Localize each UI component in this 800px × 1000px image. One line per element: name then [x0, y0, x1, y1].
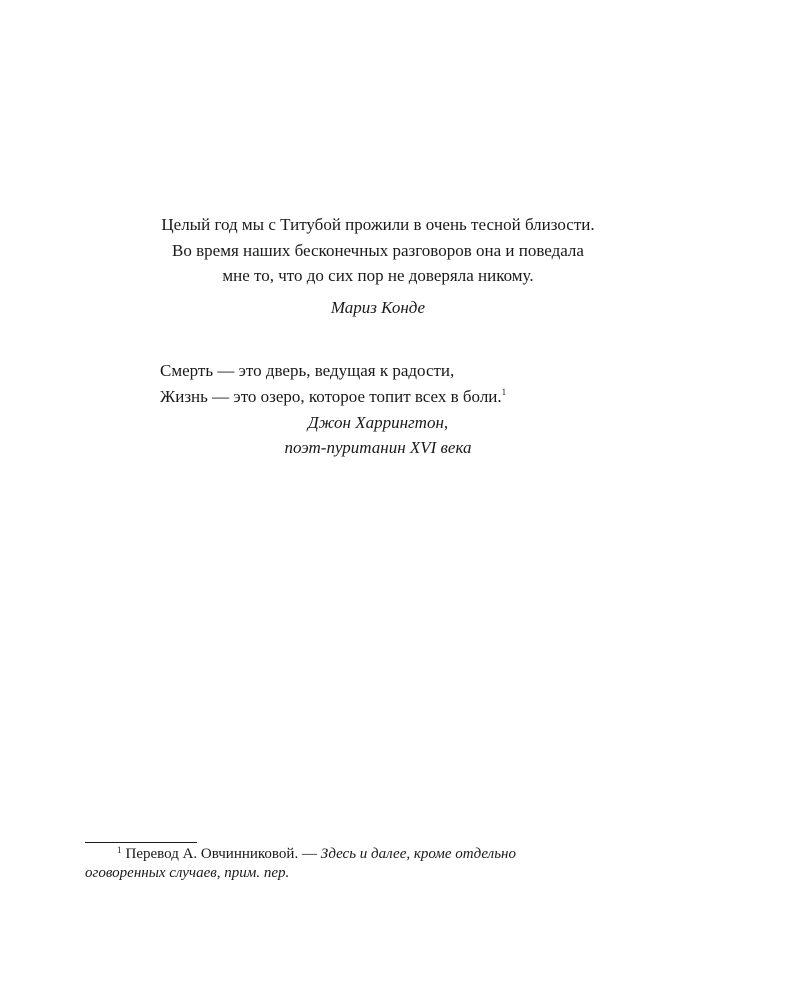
footnote-reference[interactable]: 1 [501, 387, 507, 397]
footnote-note: Здесь и далее, кроме отдельно [320, 846, 516, 862]
verse-line: Смерть — это дверь, ведущая к радости, [160, 361, 455, 380]
epigraph-author-descriptor: поэт-пуританин XVI века [284, 438, 472, 457]
footnote [85, 845, 685, 883]
footnote-note: оговоренных случаев, прим. пер. [85, 865, 290, 881]
epigraph-harrington [160, 358, 506, 410]
footnote-marker: 1 [117, 845, 122, 855]
footnote-divider [85, 842, 197, 843]
footnote-lead: Перевод А. Овчинниковой. — [125, 846, 321, 862]
epigraph-line: Целый год мы с Титубой прожили в очень тесной близости. [161, 215, 595, 234]
epigraph-line: мне то, что до сих пор не доверяла никому. [222, 266, 534, 285]
epigraph-attribution [160, 410, 596, 460]
epigraph-author: Мариз Конде [330, 297, 426, 317]
footnote-line [85, 845, 685, 864]
verse-line [160, 384, 506, 410]
verse-line-text: Жизнь — это озеро, которое топит всех в боли. [160, 387, 502, 406]
epigraph-line: Во время наших бесконечных разговоров она и поведала [172, 240, 584, 260]
epigraph-author: Джон Харрингтон, [307, 413, 449, 432]
epigraph-conde [80, 212, 676, 320]
